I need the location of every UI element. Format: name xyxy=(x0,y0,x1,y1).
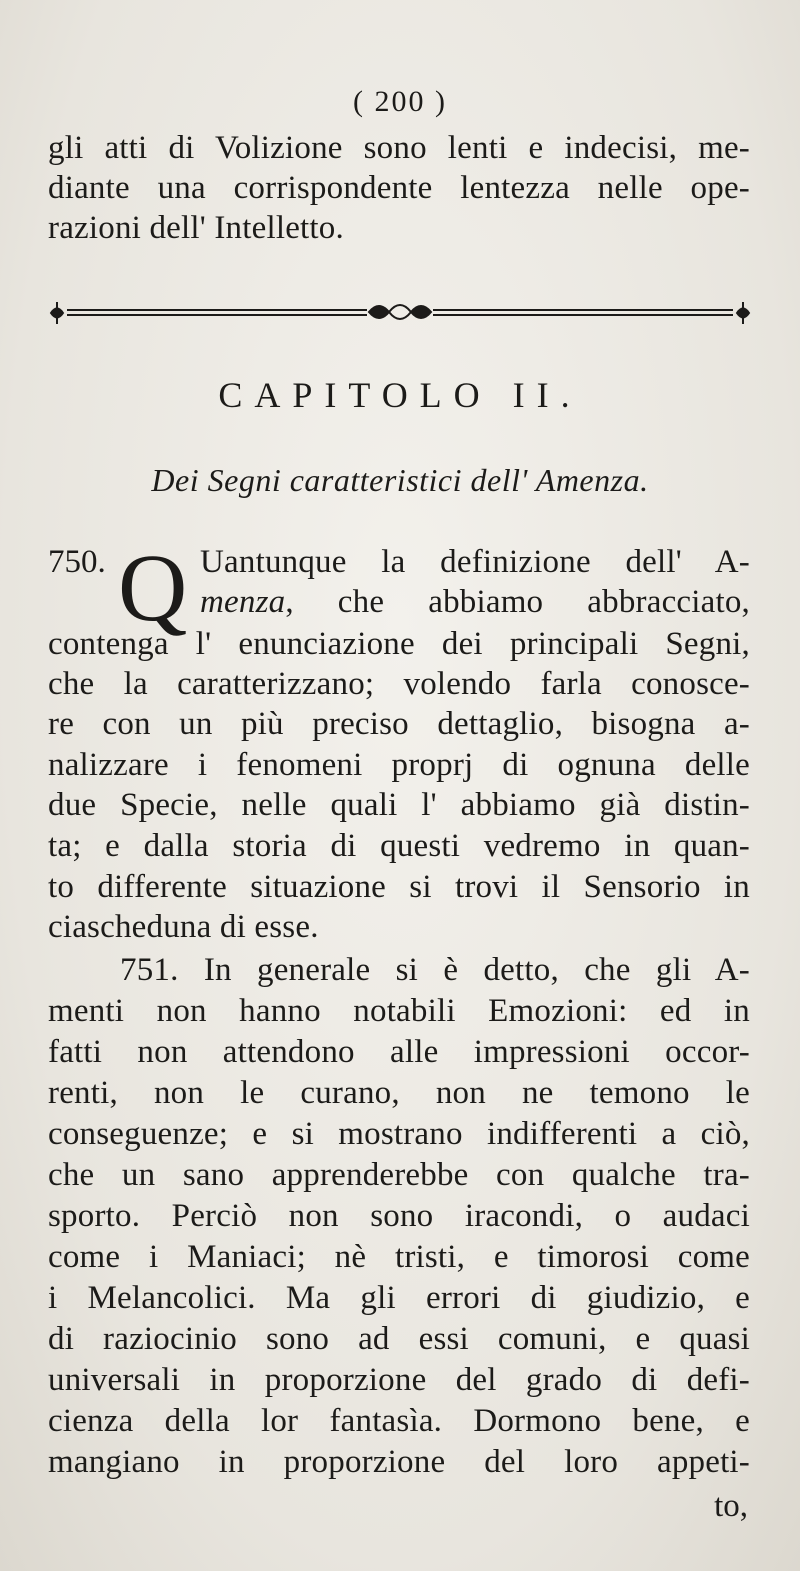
text-line: fatti non attendono alle impressioni occor- xyxy=(48,1034,750,1070)
text-line: che un sano apprenderebbe con qualche tra- xyxy=(48,1157,750,1193)
paragraph-number: 750. xyxy=(48,544,106,580)
text-line: contenga l' enunciazione dei principali Segni, xyxy=(48,626,750,662)
text-line: menti non hanno notabili Emozioni: ed in xyxy=(48,993,750,1029)
italic-word: menza xyxy=(200,584,286,620)
text-line: razioni dell' Intelletto. xyxy=(48,210,344,246)
text-line: di raziocinio sono ad essi comuni, e quasi xyxy=(48,1321,750,1357)
chapter-subtitle: Dei Segni caratteristici dell' Amenza. xyxy=(151,462,649,498)
text-line: come i Maniaci; nè tristi, e timorosi come xyxy=(48,1239,750,1275)
text-line: re con un più preciso dettaglio, bisogna a- xyxy=(48,706,750,742)
text-line: cienza della lor fantasìa. Dormono bene, e xyxy=(48,1403,750,1439)
chapter-heading: CAPITOLO II. xyxy=(218,375,582,415)
text-line: mangiano in proporzione del loro appeti- xyxy=(48,1444,750,1480)
catchword: to, xyxy=(714,1488,748,1524)
text-line: nalizzare i fenomeni proprj di ognuna delle xyxy=(48,747,750,783)
text-line: to differente situazione si trovi il Sensorio in xyxy=(48,869,750,905)
text-fragment: , che abbiamo abbracciato, xyxy=(285,584,750,620)
text-line: gli atti di Volizione sono lenti e indecisi, me- xyxy=(48,130,750,166)
page-number: ( 200 ) xyxy=(353,85,447,118)
text-line xyxy=(200,582,750,622)
text-line: renti, non le curano, non ne temono le xyxy=(48,1075,750,1111)
drop-cap: Q xyxy=(118,534,188,641)
text-line: i Melancolici. Ma gli errori di giudizio, e xyxy=(48,1280,750,1316)
text-line: due Specie, nelle quali l' abbiamo già distin- xyxy=(48,787,750,823)
text-line: sporto. Perciò non sono iracondi, o audaci xyxy=(48,1198,750,1234)
text-line: ciascheduna di esse. xyxy=(48,909,319,945)
text-line: universali in proporzione del grado di defi- xyxy=(48,1362,750,1398)
ornamental-rule xyxy=(45,296,755,330)
text-line: diante una corrispondente lentezza nelle ope- xyxy=(48,170,750,206)
text-line: che la caratterizzano; volendo farla conosce- xyxy=(48,666,750,702)
text-line: Uantunque la definizione dell' A- xyxy=(200,544,750,580)
text-line: conseguenze; e si mostrano indifferenti a ciò, xyxy=(48,1116,750,1152)
text-line: 751. In generale si è detto, che gli A- xyxy=(120,952,750,988)
text-line: ta; e dalla storia di questi vedremo in quan- xyxy=(48,828,750,864)
